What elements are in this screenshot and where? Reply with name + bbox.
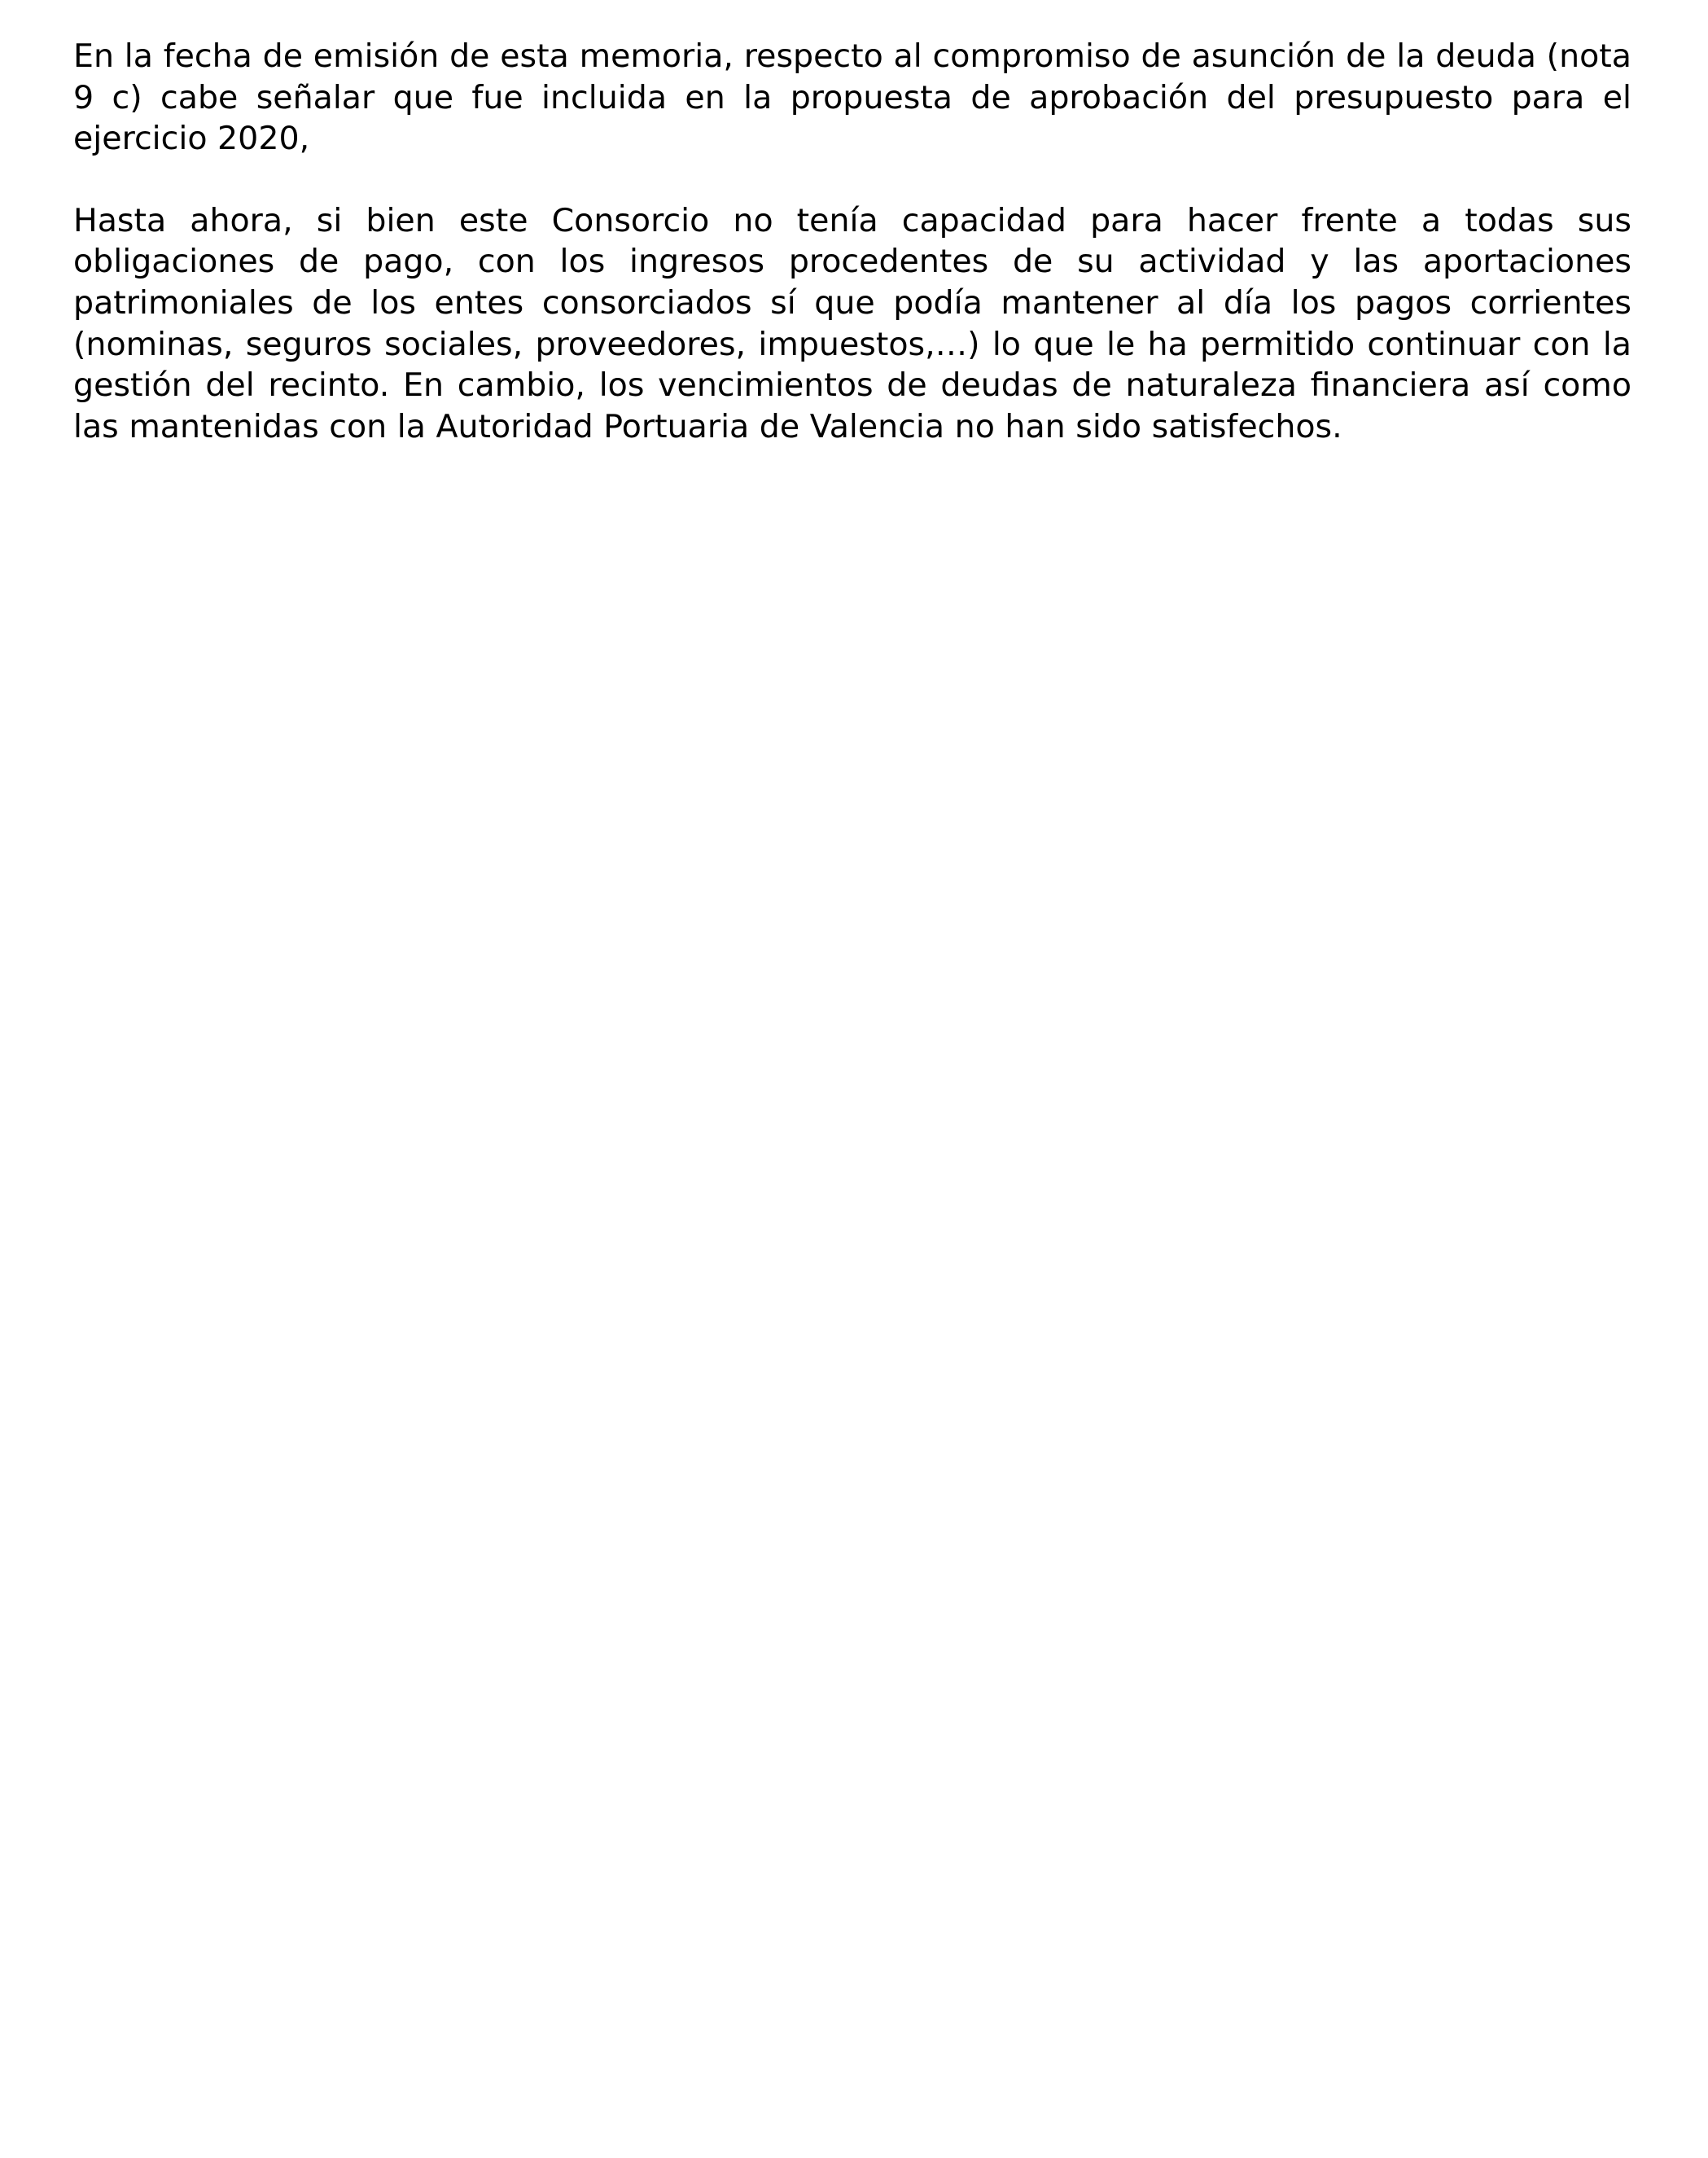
paragraph-debt-assumption: En la fecha de emisión de esta memoria, respecto al compromiso de asunción de la deuda (nota 9 c) cabe señalar que fue incluida en la propuesta de aprobación del presupuesto para el ejercicio 2020, <box>73 37 1631 158</box>
document-body <box>73 36 1631 447</box>
paragraph-payment-obligations: Hasta ahora, si bien este Consorcio no tenía capacidad para hacer frente a todas sus obligaciones de pago, con los ingresos procedentes de su actividad y las aportaciones patrimoniales de los entes consorciados sí que podía mantener al día los pagos corrientes (nominas, seguros sociales, proveedores, impuestos,…) lo que le ha permitido continuar con la gestión del recinto. En cambio, los vencimientos de deudas de naturaleza financiera así como las mantenidas con la Autoridad Portuaria de Valencia no han sido satisfechos. <box>73 201 1631 445</box>
